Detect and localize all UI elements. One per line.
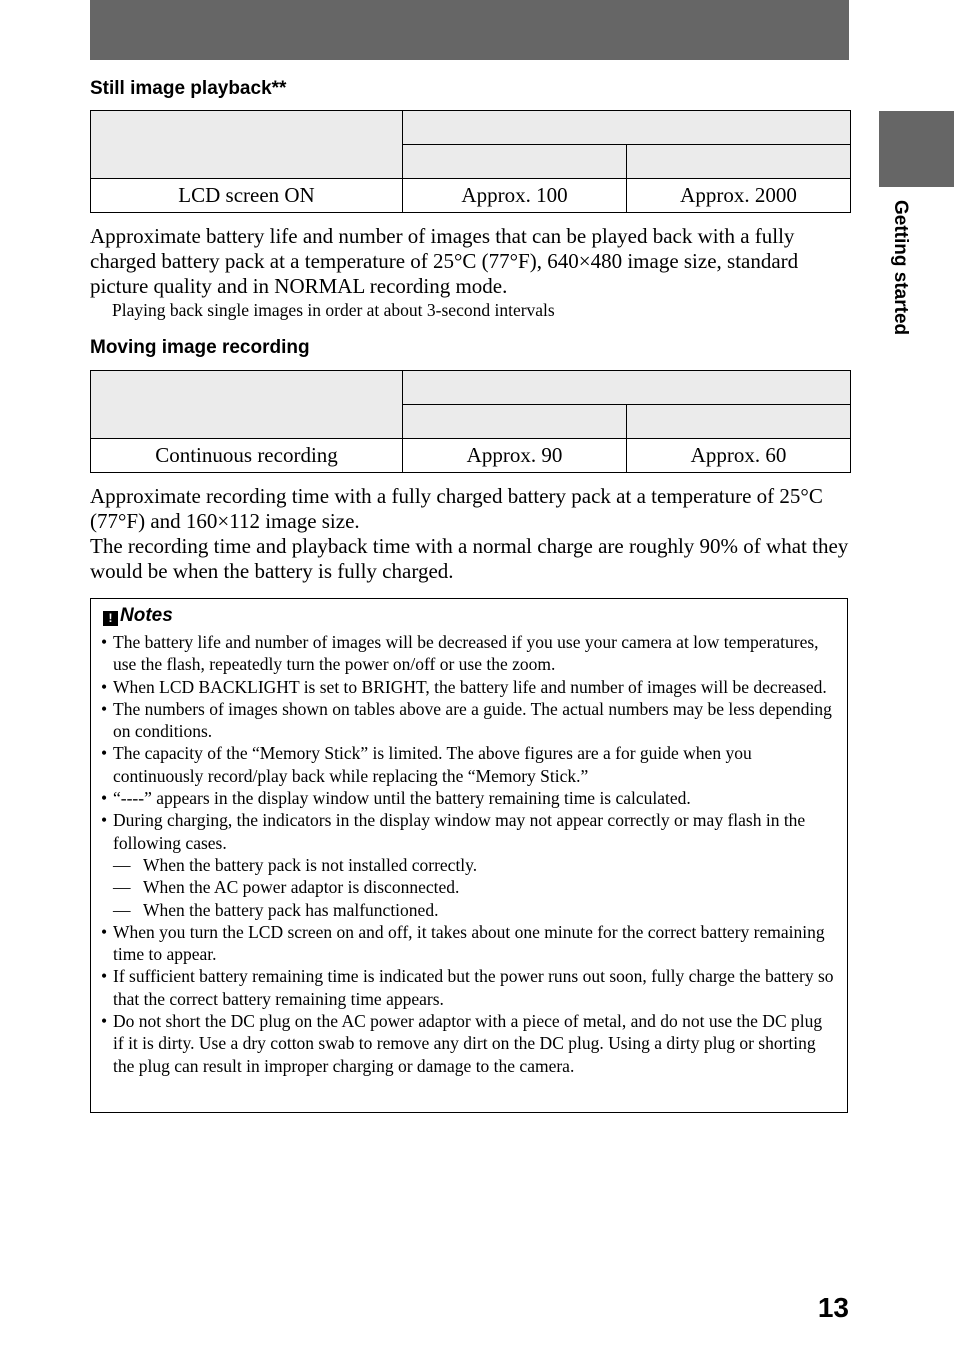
table-cell: Approx. 2000 xyxy=(627,179,851,213)
table-cell: Approx. 100 xyxy=(403,179,627,213)
row-label: LCD screen ON xyxy=(91,179,403,213)
notes-title: ! Notes xyxy=(103,605,173,627)
still-playback-description: Approximate battery life and number of images that can be played back with a fully charged battery pack at a temperature of 25°C (77°F), 640×480 image size, standard picture quality and in NORMAL recording mode. xyxy=(90,224,799,298)
table-header-cell xyxy=(91,371,403,439)
list-item: • The battery life and number of images will be decreased if you use your camera at low temperatures, use the flash, repeatedly turn the power on/off or use the zoom. xyxy=(101,631,837,676)
side-tab-label: Getting started xyxy=(890,200,911,336)
list-item: • “----” appears in the display window until the battery remaining time is calculated. xyxy=(101,787,837,809)
table-header-cell xyxy=(403,405,627,439)
table-cell: Approx. 60 xyxy=(627,439,851,473)
moving-recording-heading: Moving image recording xyxy=(90,337,310,358)
page-number: 13 xyxy=(817,1292,849,1323)
list-item: • When LCD BACKLIGHT is set to BRIGHT, the battery life and number of images will be decreased. xyxy=(101,676,837,698)
charge-note: The recording time and playback time with a normal charge are roughly 90% of what they would be when the battery is fully charged. xyxy=(90,534,849,583)
sub-list-item: — When the battery pack has malfunctioned. xyxy=(101,899,837,921)
still-playback-table xyxy=(90,110,851,213)
list-item: • The numbers of images shown on tables above are a guide. The actual numbers may be less depending on conditions. xyxy=(101,698,837,743)
notes-list xyxy=(101,631,837,1077)
table-header-cell xyxy=(627,145,851,179)
still-playback-footnote: Playing back single images in order at about 3-second intervals xyxy=(112,300,555,320)
notes-box xyxy=(90,598,848,1113)
notes-icon: ! xyxy=(103,611,118,626)
table-cell: Approx. 90 xyxy=(403,439,627,473)
moving-recording-description: Approximate recording time with a fully charged battery pack at a temperature of 25°C (77°F) and 160×112 image size. xyxy=(90,484,823,533)
sub-list-item: — When the AC power adaptor is disconnected. xyxy=(101,876,837,898)
table-header-cell xyxy=(627,405,851,439)
list-item: • During charging, the indicators in the display window may not appear correctly or may flash in the following cases. xyxy=(101,809,837,854)
still-playback-heading: Still image playback** xyxy=(90,78,287,99)
list-item: • When you turn the LCD screen on and off, it takes about one minute for the correct battery remaining time to appear. xyxy=(101,921,837,966)
row-label: Continuous recording xyxy=(91,439,403,473)
table-header-cell xyxy=(91,111,403,179)
header-bar xyxy=(90,0,849,60)
list-item: • Do not short the DC plug on the AC power adaptor with a piece of metal, and do not use the DC plug if it is dirty. Use a dry cotton swab to remove any dirt on the DC plug. Using a dirty plug or shorting the plug can result in improper charging or damage to the camera. xyxy=(101,1010,837,1077)
table-row xyxy=(91,179,851,213)
list-item: • The capacity of the “Memory Stick” is limited. The above figures are a for guide when you continuously record/play back while replacing the “Memory Stick.” xyxy=(101,742,837,787)
sub-list-item: — When the battery pack is not installed correctly. xyxy=(101,854,837,876)
moving-recording-table xyxy=(90,370,851,473)
table-row xyxy=(91,439,851,473)
list-item: • If sufficient battery remaining time is indicated but the power runs out soon, fully charge the battery so that the correct battery remaining time appears. xyxy=(101,965,837,1010)
side-tab xyxy=(879,111,954,187)
table-header-cell xyxy=(403,145,627,179)
table-header-cell xyxy=(403,371,851,405)
table-header-cell xyxy=(403,111,851,145)
